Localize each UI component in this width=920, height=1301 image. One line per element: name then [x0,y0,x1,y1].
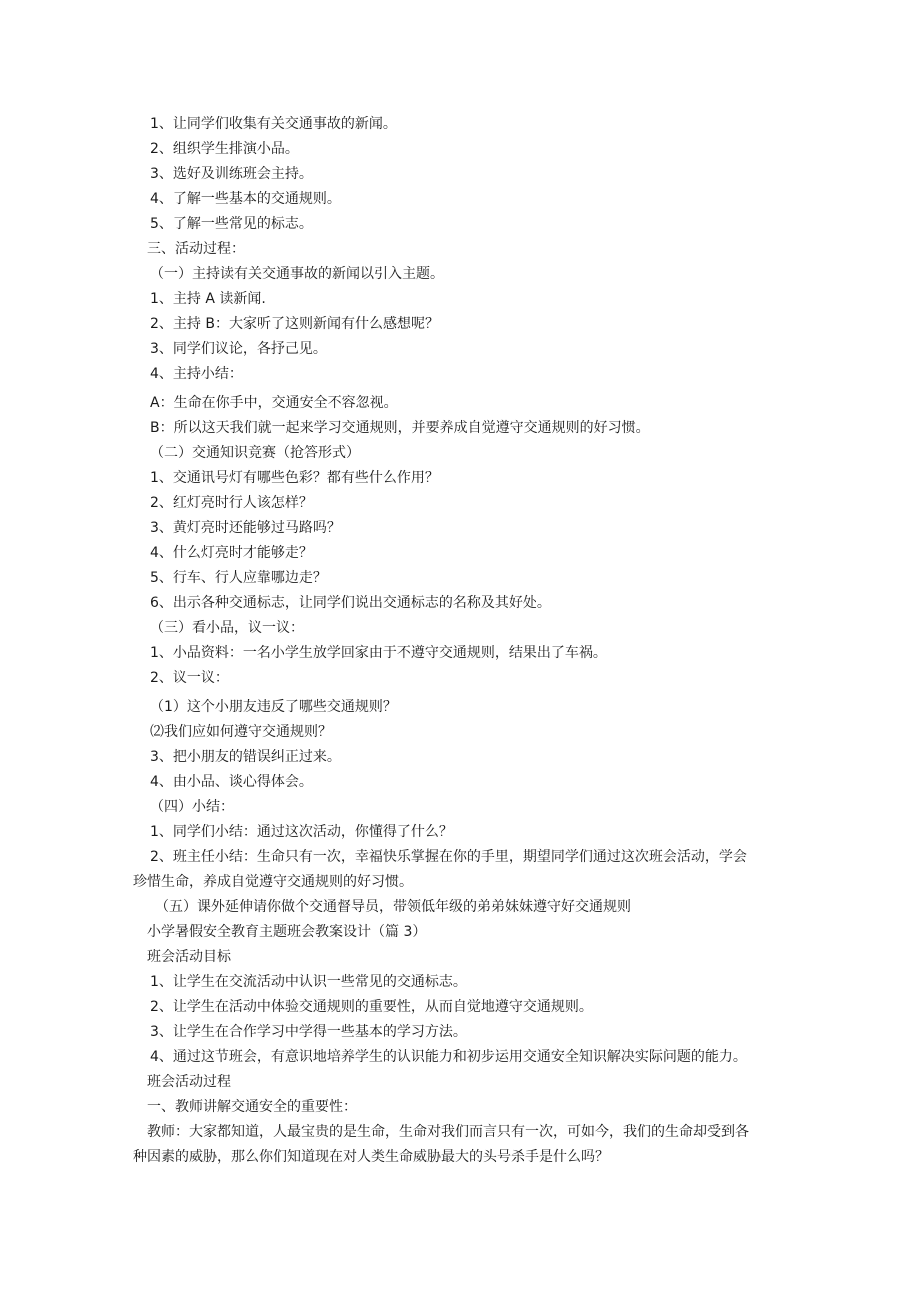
text-line: 教师：大家都知道，人最宝贵的是生命，生命对我们而言只有一次，可如今，我们的生命却受到各 [147,1124,749,1140]
text-line: 1、小品资料：一名小学生放学回家由于不遵守交通规则，结果出了车祸。 [150,645,607,661]
text-line: 4、由小品、谈心得体会。 [150,774,313,790]
text-line: 2、班主任小结：生命只有一次，幸福快乐掌握在你的手里，期望同学们通过这次班会活动，学会 [150,849,747,865]
text-line: 1、同学们小结：通过这次活动，你懂得了什么？ [150,824,453,840]
text-line: 3、选好及训练班会主持。 [150,166,313,182]
text-line: 种因素的威胁，那么你们知道现在对人类生命威胁最大的头号杀手是什么吗？ [133,1149,609,1165]
text-line: 1、交通讯号灯有哪些色彩？都有些什么作用？ [150,470,439,486]
section-heading: 小学暑假安全教育主题班会教案设计（篇 3） [147,924,427,940]
text-line: 3、同学们议论，各抒己见。 [150,341,327,357]
text-line: 2、让学生在活动中体验交通规则的重要性，从而自觉地遵守交通规则。 [150,999,593,1015]
section-heading: 一、教师讲解交通安全的重要性： [147,1099,357,1115]
section-heading: 班会活动过程 [147,1074,231,1090]
text-line: （1）这个小朋友违反了哪些交通规则？ [150,699,397,715]
text-line: 2、组织学生排演小品。 [150,141,299,157]
text-line: 6、出示各种交通标志，让同学们说出交通标志的名称及其好处。 [150,595,551,611]
subsection-heading: （二）交通知识竞赛（抢答形式） [150,445,360,461]
text-line: A：生命在你手中，交通安全不容忽视。 [150,395,398,411]
text-line: 2、主持 B：大家听了这则新闻有什么感想呢？ [150,316,439,332]
subsection-heading: （四）小结： [150,799,234,815]
text-line: 2、红灯亮时行人该怎样？ [150,495,313,511]
text-line: 5、了解一些常见的标志。 [150,216,313,232]
subsection-heading: （三）看小品，议一议： [150,620,304,636]
text-line: 3、把小朋友的错误纠正过来。 [150,749,341,765]
text-line: 3、让学生在合作学习中学得一些基本的学习方法。 [150,1024,467,1040]
text-line: 4、主持小结： [150,366,243,382]
section-heading: 三、活动过程： [147,241,245,257]
text-line: 1、让同学们收集有关交通事故的新闻。 [150,116,397,132]
text-line: 4、通过这节班会，有意识地培养学生的认识能力和初步运用交通安全知识解决实际问题的能力。 [150,1049,747,1065]
text-line: 珍惜生命，养成自觉遵守交通规则的好习惯。 [133,874,413,890]
section-heading: 班会活动目标 [147,949,231,965]
text-line: 4、什么灯亮时才能够走？ [150,545,313,561]
text-line: 5、行车、行人应靠哪边走？ [150,570,327,586]
text-line: B：所以这天我们就一起来学习交通规则，并要养成自觉遵守交通规则的好习惯。 [150,420,650,436]
subsection-heading: （一）主持读有关交通事故的新闻以引入主题。 [150,266,444,282]
text-line: 2、议一议： [150,670,229,686]
text-line: 3、黄灯亮时还能够过马路吗？ [150,520,341,536]
subsection-heading: （五）课外延伸请你做个交通督导员，带领低年级的弟弟妹妹遵守好交通规则 [155,899,631,915]
text-line: 4、了解一些基本的交通规则。 [150,191,341,207]
text-line: 1、让学生在交流活动中认识一些常见的交通标志。 [150,974,467,990]
text-line: ⑵我们应如何遵守交通规则？ [150,724,332,740]
text-line: 1、主持 A 读新闻. [150,291,266,307]
